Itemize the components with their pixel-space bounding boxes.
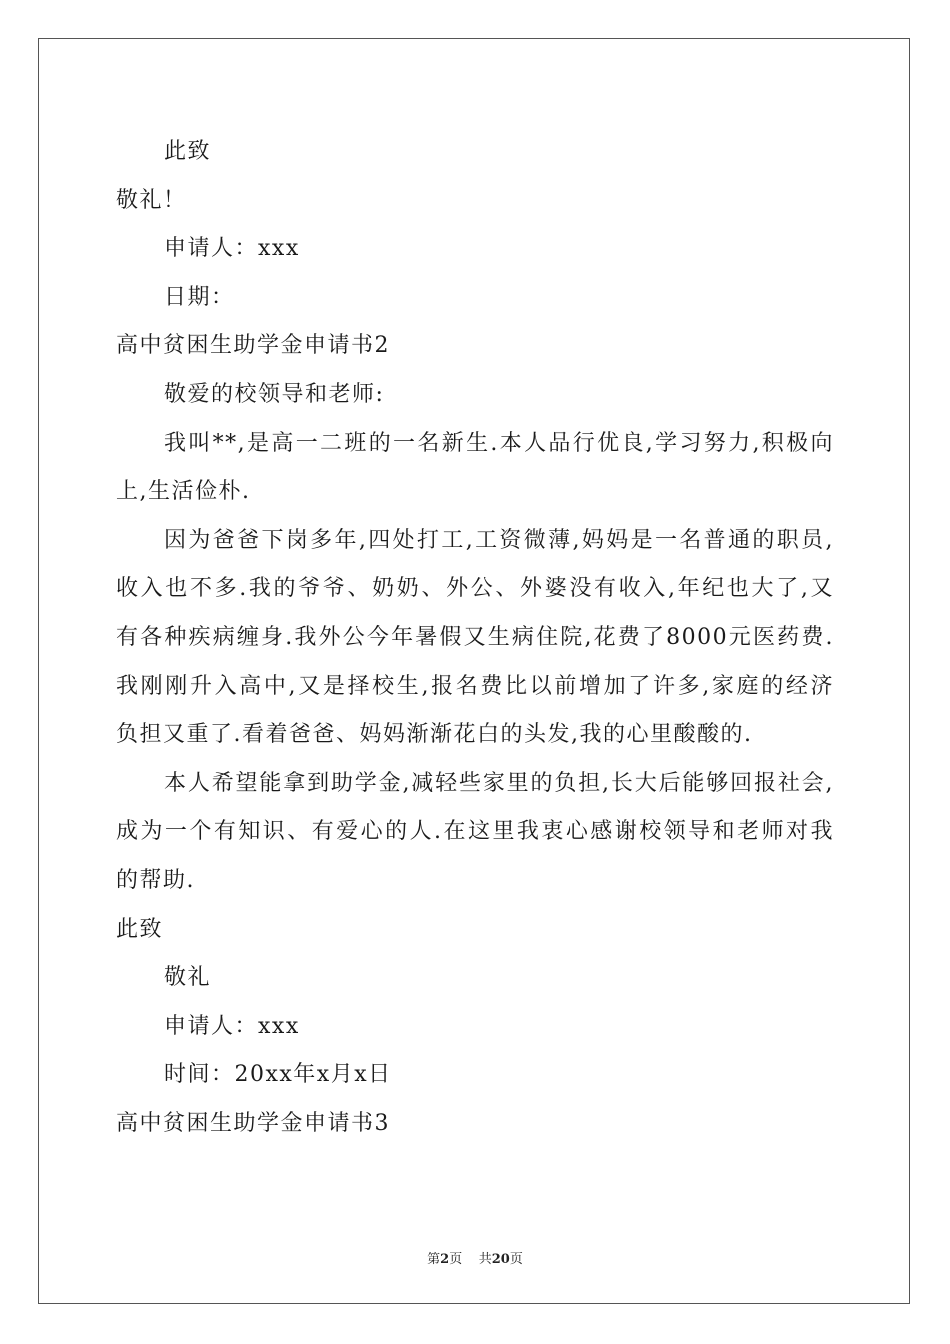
greeting: 敬爱的校领导和老师:: [164, 381, 385, 407]
paragraph-line: 负担又重了.看着爸爸、妈妈渐渐花白的头发,我的心里酸酸的.: [116, 722, 753, 748]
page-prefix: 第: [427, 1252, 441, 1267]
paragraph-line: 因为爸爸下岗多年,四处打工,工资微薄,妈妈是一名普通的职员,: [164, 527, 834, 553]
paragraph-line: 成为一个有知识、有爱心的人.在这里我衷心感谢校领导和老师对我: [116, 819, 834, 845]
page-suffix: 页: [449, 1252, 463, 1267]
applicant-line: 申请人：xxx: [164, 1013, 300, 1039]
document-body: [116, 128, 846, 1148]
page-number: 2: [440, 1252, 450, 1267]
total-prefix: 共: [478, 1252, 492, 1267]
section-title: 高中贫困生助学金申请书2: [116, 333, 390, 359]
paragraph-line: 有各种疾病缠身.我外公今年暑假又生病住院,花费了8000元医药费.: [116, 624, 834, 650]
date-line: 日期：: [164, 284, 235, 310]
date-line: 时间：20xx年x月x日: [164, 1062, 392, 1088]
closing-regards: 敬礼: [164, 965, 212, 991]
paragraph-line: 收入也不多.我的爷爷、奶奶、外公、外婆没有收入,年纪也大了,又: [116, 576, 834, 602]
section-title: 高中贫困生助学金申请书3: [116, 1110, 390, 1136]
closing-salutation: 此致: [164, 139, 212, 164]
paragraph-line: 我叫**,是高一二班的一名新生.本人品行优良,学习努力,积极向: [164, 430, 834, 456]
total-pages: 20: [491, 1252, 510, 1267]
applicant-line: 申请人：xxx: [164, 236, 300, 262]
page-footer: [0, 1248, 950, 1267]
total-suffix: 页: [509, 1252, 523, 1267]
paragraph-line: 上,生活俭朴.: [116, 479, 251, 505]
paragraph-line: 的帮助.: [116, 867, 195, 893]
closing-regards: 敬礼！: [116, 187, 187, 213]
paragraph-line: 我刚刚升入高中,又是择校生,报名费比以前增加了许多,家庭的经济: [116, 673, 834, 699]
paragraph-line: 本人希望能拿到助学金,减轻些家里的负担,长大后能够回报社会,: [164, 770, 834, 796]
closing-salutation: 此致: [116, 916, 164, 942]
